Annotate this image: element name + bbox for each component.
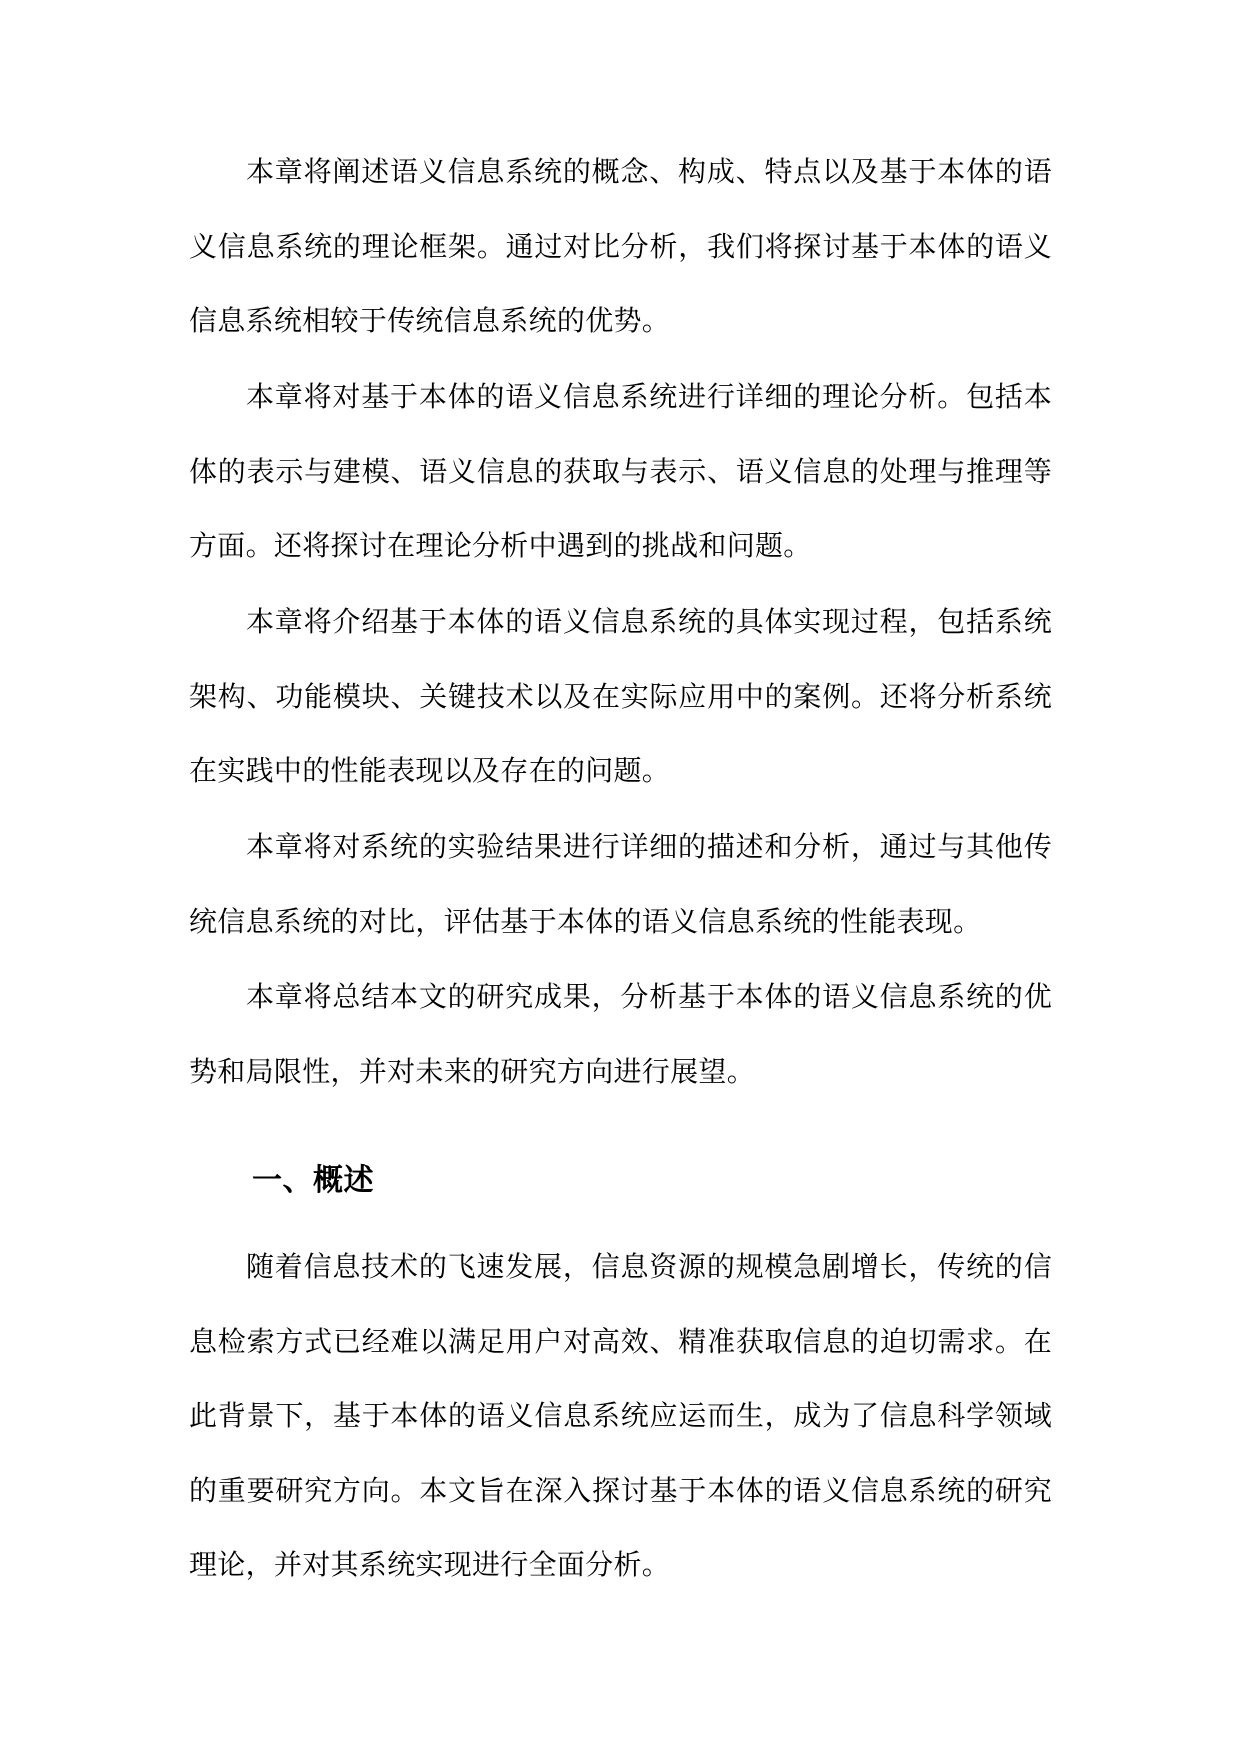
paragraph-chapter-4-summary: 本章将介绍基于本体的语义信息系统的具体实现过程，包括系统架构、功能模块、关键技术以及在实际应用中的案例。还将分析系统在实践中的性能表现以及存在的问题。 bbox=[189, 605, 1052, 787]
paragraph-chapter-6-summary: 本章将总结本文的研究成果，分析基于本体的语义信息系统的优势和局限性，并对未来的研究方向进行展望。 bbox=[189, 980, 1052, 1088]
paragraph-chapter-5-summary: 本章将对系统的实验结果进行详细的描述和分析，通过与其他传统信息系统的对比，评估基于本体的语义信息系统的性能表现。 bbox=[189, 830, 1052, 938]
paragraph-chapter-3-summary: 本章将对基于本体的语义信息系统进行详细的理论分析。包括本体的表示与建模、语义信息的获取与表示、语义信息的处理与推理等方面。还将探讨在理论分析中遇到的挑战和问题。 bbox=[189, 380, 1052, 562]
section-heading-overview: 一、概述 bbox=[252, 1163, 374, 1198]
paragraph-chapter-2-summary: 本章将阐述语义信息系统的概念、构成、特点以及基于本体的语义信息系统的理论框架。通过对比分析，我们将探讨基于本体的语义信息系统相较于传统信息系统的优势。 bbox=[189, 155, 1052, 337]
paragraph-overview: 随着信息技术的飞速发展，信息资源的规模急剧增长，传统的信息检索方式已经难以满足用户对高效、精准获取信息的迫切需求。在此背景下，基于本体的语义信息系统应运而生，成为了信息科学领域的重要研究方向。本文旨在深入探讨基于本体的语义信息系统的研究理论，并对其系统实现进行全面分析。 bbox=[189, 1250, 1052, 1581]
